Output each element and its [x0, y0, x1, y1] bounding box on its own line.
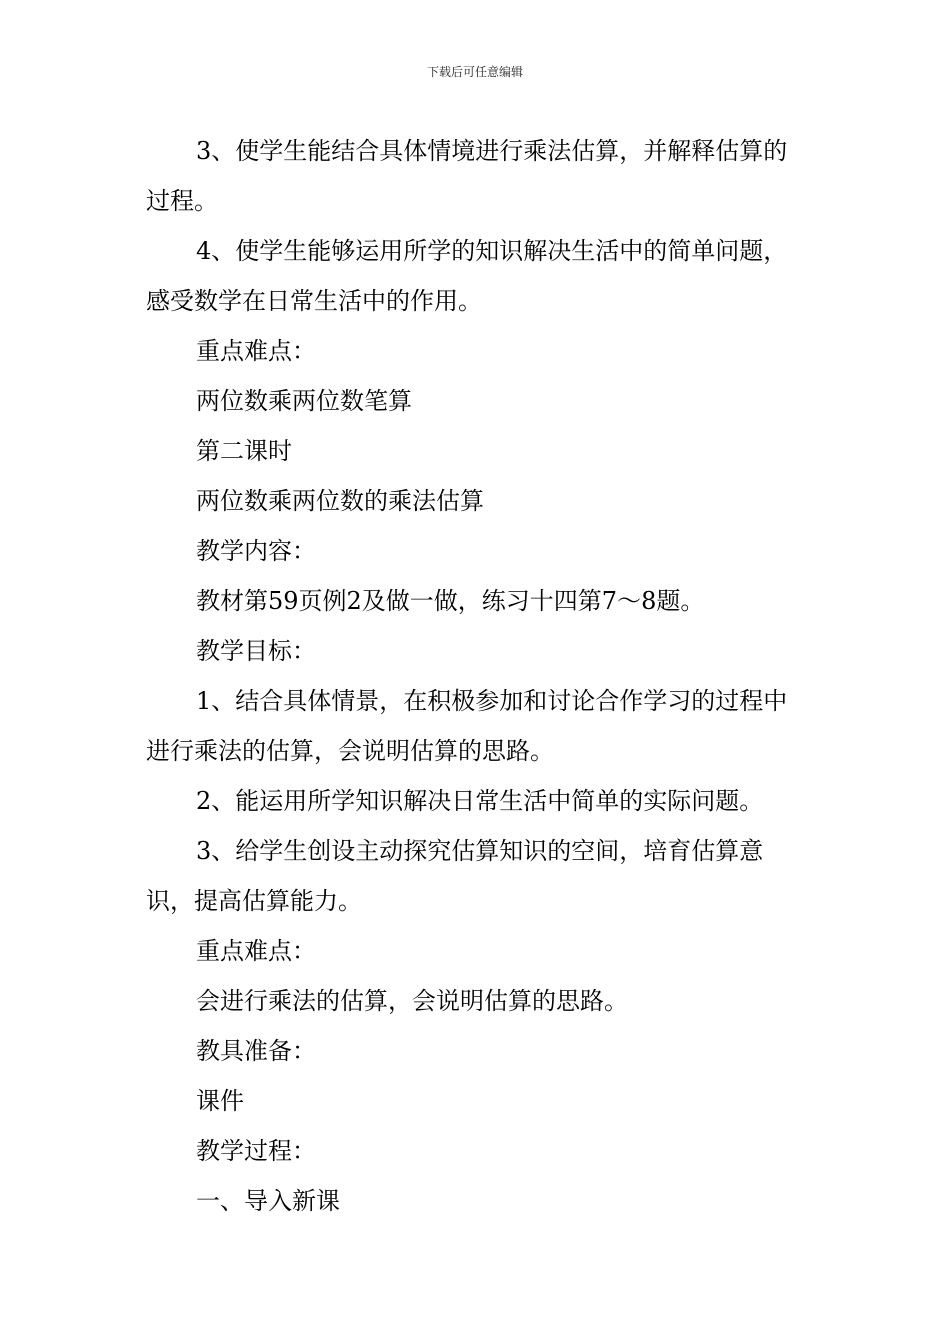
paragraph-content-heading: 教学内容：	[196, 537, 316, 565]
paragraph-content: 教材第59页例2及做一做，练习十四第7～8题。	[196, 587, 705, 615]
document-body	[146, 126, 811, 1226]
paragraph-key-points-heading: 重点难点：	[196, 337, 316, 365]
paragraph-goal-3: 3、给学生创设主动探究估算知识的空间，培育估算意识，提高估算能力。	[146, 837, 764, 915]
paragraph-process-step-1: 一、导入新课	[196, 1187, 340, 1215]
paragraph-key-points: 两位数乘两位数笔算	[196, 387, 412, 415]
paragraph-materials: 课件	[196, 1087, 244, 1115]
paragraph-goal-2: 2、能运用所学知识解决日常生活中简单的实际问题。	[196, 787, 764, 815]
paragraph-key-points-heading-2: 重点难点：	[196, 937, 316, 965]
paragraph-objective-4: 4、使学生能够运用所学的知识解决生活中的简单问题，感受数学在日常生活中的作用。	[146, 237, 788, 315]
paragraph-lesson-two-topic: 两位数乘两位数的乘法估算	[196, 487, 484, 515]
paragraph-objective-3: 3、使学生能结合具体情境进行乘法估算，并解释估算的过程。	[146, 137, 788, 215]
paragraph-key-points-2: 会进行乘法的估算，会说明估算的思路。	[196, 987, 628, 1015]
paragraph-goals-heading: 教学目标：	[196, 637, 316, 665]
paragraph-materials-heading: 教具准备：	[196, 1037, 316, 1065]
page-header-note: 下载后可任意编辑	[426, 65, 523, 79]
paragraph-lesson-two-heading: 第二课时	[196, 437, 292, 465]
paragraph-goal-1: 1、结合具体情景，在积极参加和讨论合作学习的过程中进行乘法的估算，会说明估算的思路。	[146, 687, 788, 765]
paragraph-process-heading: 教学过程：	[196, 1137, 316, 1165]
